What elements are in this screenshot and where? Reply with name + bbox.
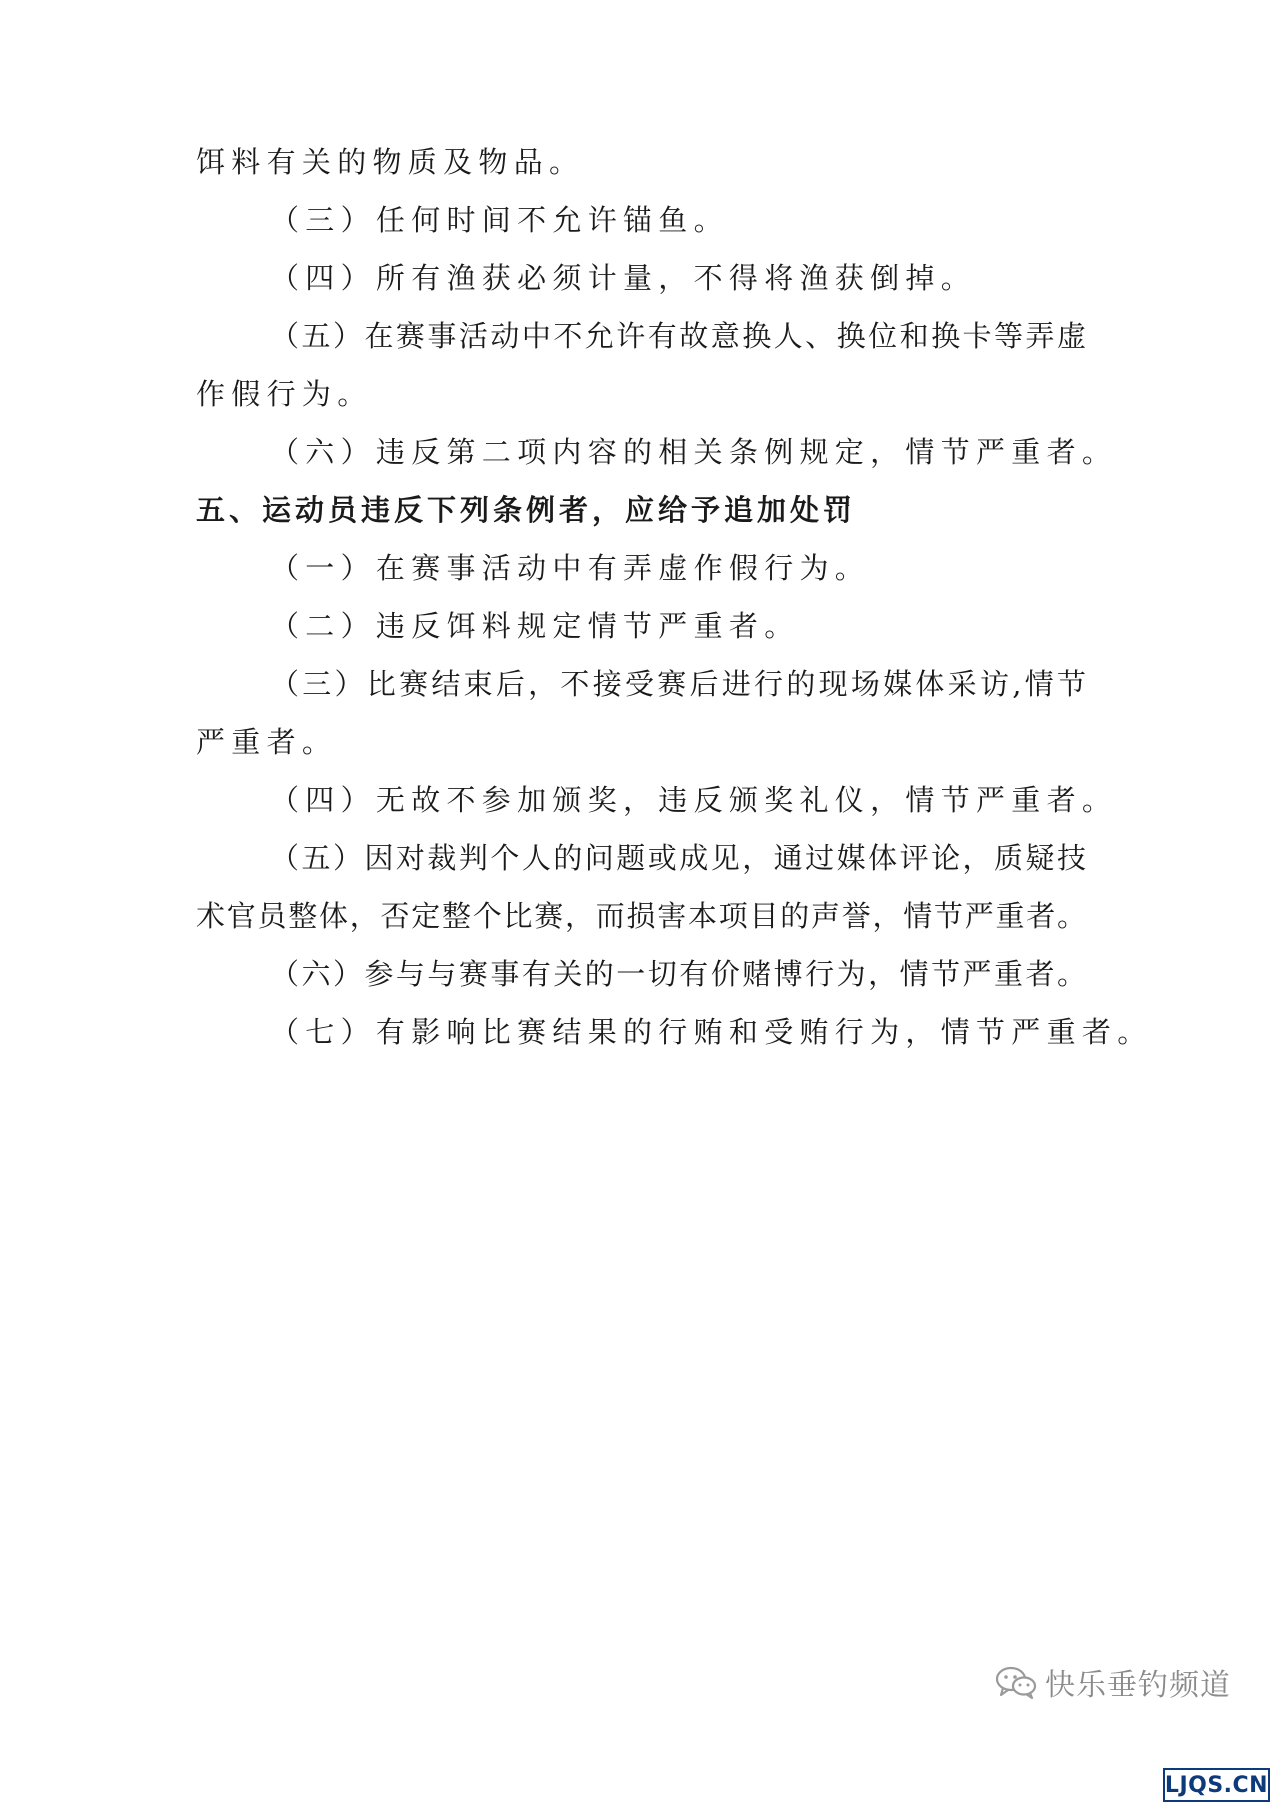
section-heading: 五、运动员违反下列条例者，应给予追加处罚 [196, 493, 857, 527]
site-logo-text: LJQS.CN [1164, 1772, 1269, 1798]
watermark-text: 快乐垂钓频道 [1045, 1668, 1231, 1703]
list-item: （一）在赛事活动中有弄虚作假行为。 [270, 551, 871, 585]
list-item: （三）比赛结束后，不接受赛后进行的现场媒体采访,情节 [270, 667, 1086, 701]
paragraph-line: 作假行为。 [196, 377, 373, 411]
list-item: （五）在赛事活动中不允许有故意换人、换位和换卡等弄虚 [270, 319, 1086, 353]
list-item: （五）因对裁判个人的问题或成见，通过媒体评论，质疑技 [270, 841, 1086, 875]
paragraph-line: 严重者。 [196, 725, 338, 759]
paragraph-line: 术官员整体，否定整个比赛，而损害本项目的声誉，情节严重者。 [196, 899, 1086, 933]
site-logo [1163, 1768, 1270, 1802]
list-item: （四）无故不参加颁奖，违反颁奖礼仪，情节严重者。 [270, 783, 1118, 817]
list-item: （三）任何时间不允许锚鱼。 [270, 203, 729, 237]
wechat-watermark [995, 1660, 1231, 1704]
list-item: （四）所有渔获必须计量，不得将渔获倒掉。 [270, 261, 977, 295]
list-item: （七）有影响比赛结果的行贿和受贿行为，情节严重者。 [270, 1015, 1153, 1049]
list-item: （六）参与与赛事有关的一切有价赌博行为，情节严重者。 [270, 957, 1086, 991]
wechat-icon [995, 1665, 1037, 1699]
list-item: （二）违反饵料规定情节严重者。 [270, 609, 800, 643]
list-item: （六）违反第二项内容的相关条例规定，情节严重者。 [270, 435, 1118, 469]
paragraph-line: 饵料有关的物质及物品。 [196, 145, 585, 179]
